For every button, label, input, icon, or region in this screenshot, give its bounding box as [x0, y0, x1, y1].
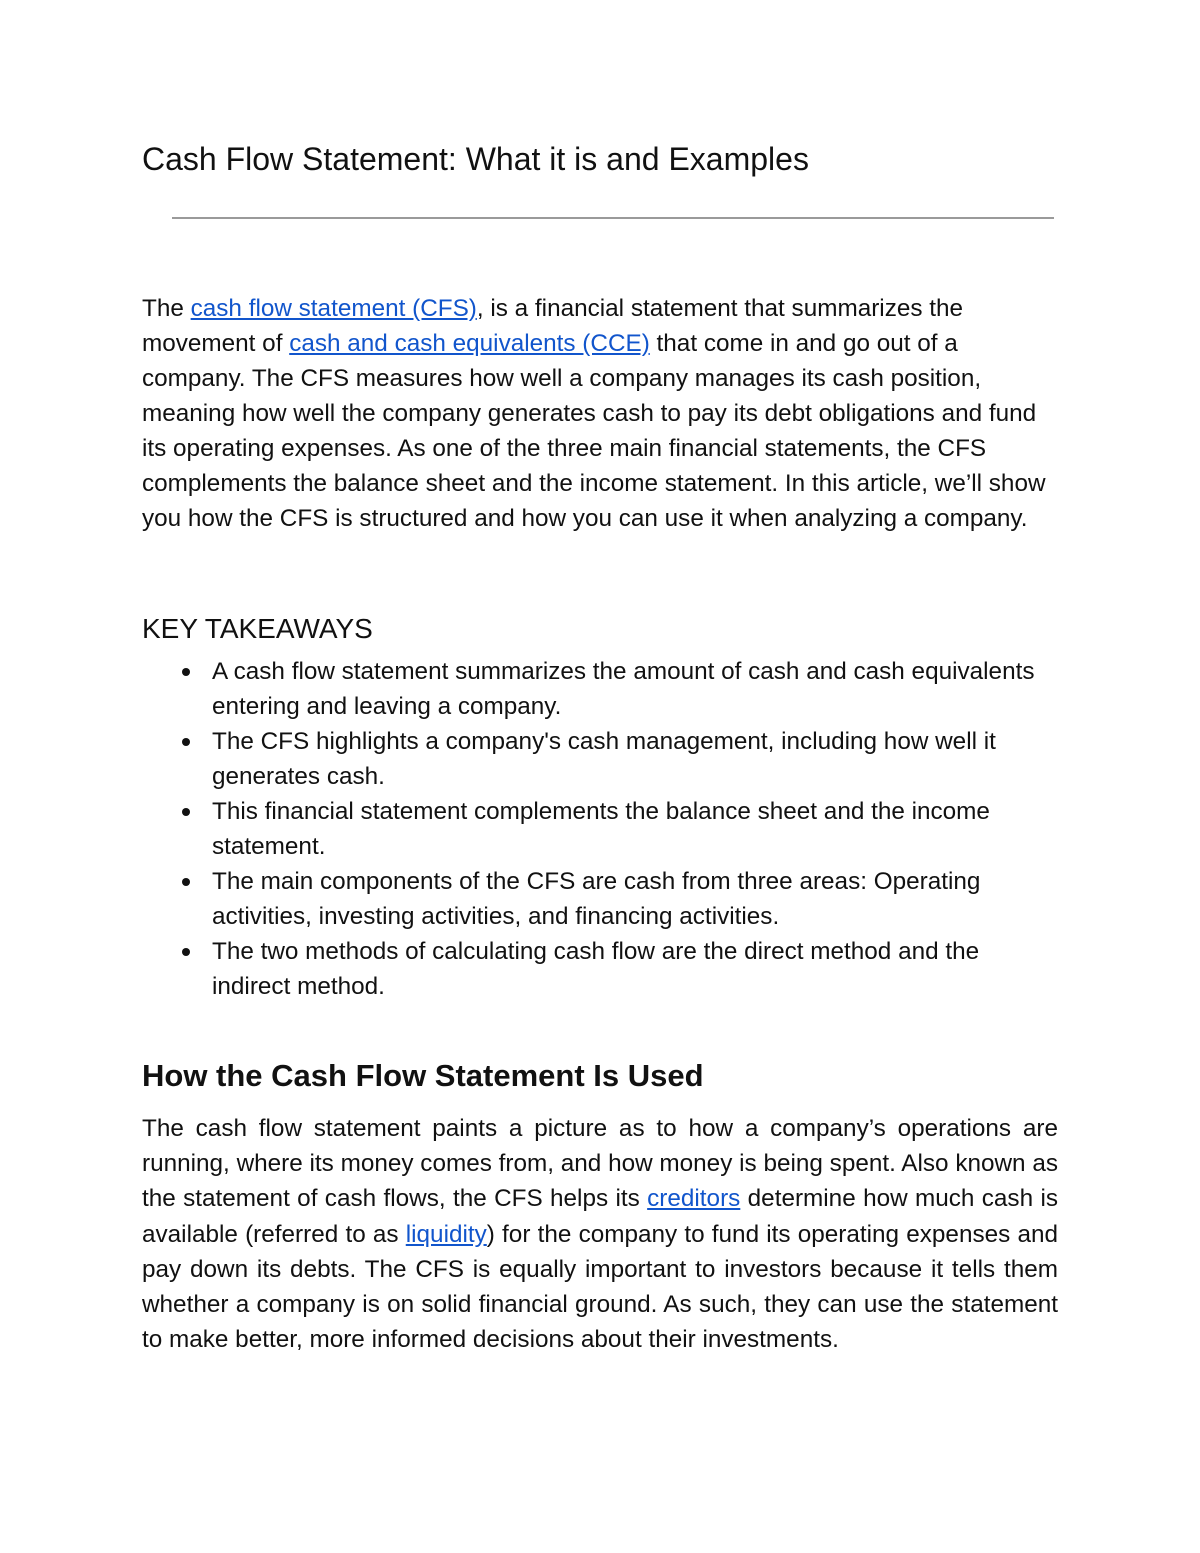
creditors-link[interactable]: creditors — [647, 1185, 741, 1213]
section-text-3: ) for the company to fund its operating expenses and pay down its debts. The CFS is equally important to investors because it tells them whether a company is on solid financial ground. As such, they can use the statement to make better, more informed decisions about their investments. — [142, 1220, 1058, 1354]
list-item — [142, 934, 1062, 1004]
section-paragraph — [142, 1111, 1058, 1357]
document-title: Cash Flow Statement: What it is and Examples — [142, 141, 809, 177]
list-item-text: The CFS highlights a company's cash management, including how well it generates cash. — [212, 728, 996, 790]
intro-text-3: that come in and go out of a company. The CFS measures how well a company manages its cash position, meaning how well the company generates cash to pay its debt obligations and fund its operating expenses. As one of the three main financial statements, the CFS complements the balance sheet and the income statement. In this article, we’ll show you how the CFS is structured and how you can use it when analyzing a company. — [142, 330, 1046, 532]
cash-flow-statement-link[interactable]: cash flow statement (CFS) — [190, 295, 477, 322]
list-item-text: The main components of the CFS are cash from three areas: Operating activities, investing activities, and financing activities. — [212, 868, 981, 930]
section-text-2: determine how much cash is available (referred to as — [142, 1185, 1058, 1248]
intro-paragraph — [142, 291, 1062, 536]
bullet-icon — [182, 668, 190, 676]
key-takeaways-list — [142, 654, 1062, 1004]
list-item-text: A cash flow statement summarizes the amount of cash and cash equivalents entering and leaving a company. — [212, 658, 1035, 720]
bullet-icon — [182, 738, 190, 746]
section-text-1: The cash flow statement paints a picture as to how a company’s operations are running, where its money comes from, and how money is being spent. Also known as the statement of cash flows, the CFS helps its — [142, 1115, 1058, 1213]
intro-text-1: The — [142, 295, 191, 322]
list-item-text: The two methods of calculating cash flow are the direct method and the indirect method. — [212, 938, 980, 1000]
list-item — [142, 864, 1062, 934]
section-heading: How the Cash Flow Statement Is Used — [142, 1058, 704, 1093]
key-takeaways-heading: KEY TAKEAWAYS — [142, 613, 373, 644]
bullet-icon — [182, 808, 190, 816]
title-divider — [172, 217, 1054, 219]
list-item-text: This financial statement complements the balance sheet and the income statement. — [212, 798, 990, 860]
bullet-icon — [182, 948, 190, 956]
list-item — [142, 794, 1062, 864]
liquidity-link[interactable]: liquidity — [405, 1220, 487, 1248]
bullet-icon — [182, 878, 190, 886]
list-item — [142, 724, 1062, 794]
list-item — [142, 654, 1062, 724]
cash-equivalents-link[interactable]: cash and cash equivalents (CCE) — [289, 330, 650, 357]
intro-text-2: , is a financial statement that summarizes the movement of — [142, 295, 964, 357]
